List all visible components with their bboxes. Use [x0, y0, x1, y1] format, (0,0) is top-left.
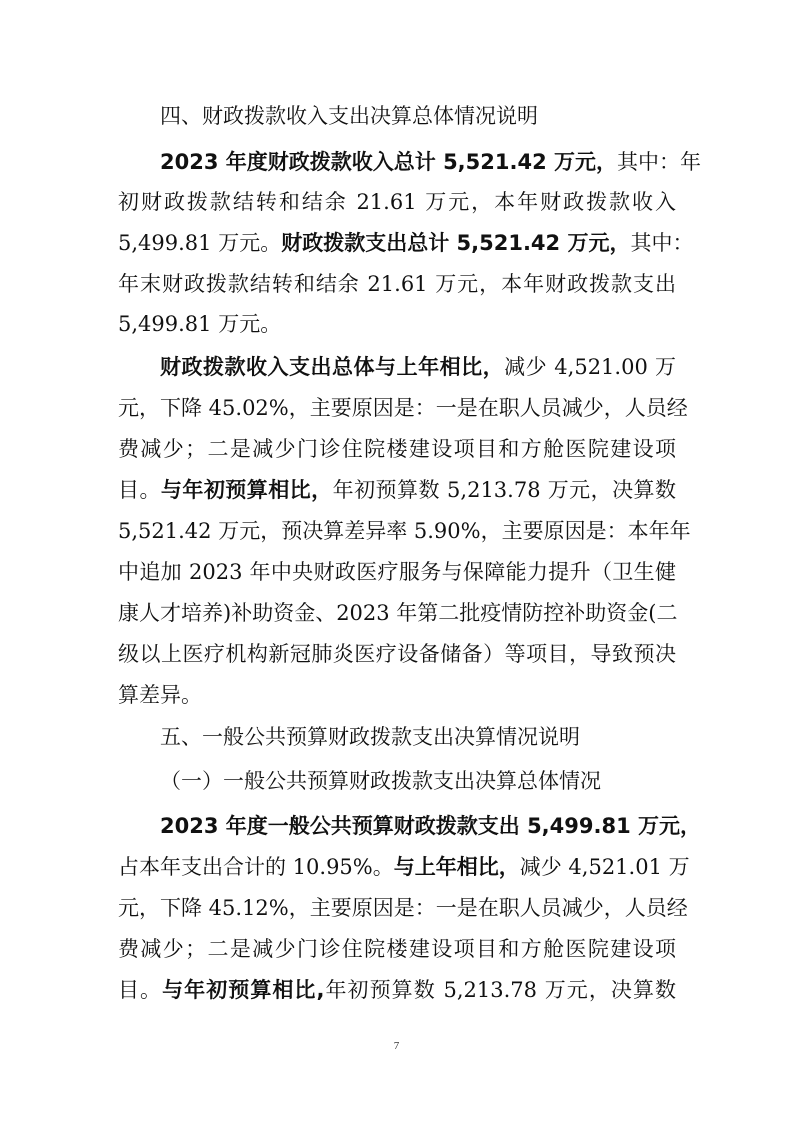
paragraph-line	[118, 228, 694, 258]
bold-text: 2023 年度财政拨款收入总计 5,521.42 万元，	[160, 150, 618, 174]
bold-text: 与年初预算相比，	[160, 478, 333, 502]
paragraph-line: 5,521.42 万元，预决算差异率 5.90%，主要原因是：本年年	[118, 519, 691, 543]
paragraph-line: 算差异。	[118, 683, 202, 707]
paragraph-line	[118, 475, 676, 505]
paragraph-line	[118, 975, 676, 1005]
paragraph-line	[160, 811, 702, 841]
paragraph-line: 初财政拨款结转和结余 21.61 万元，本年财政拨款收入	[118, 190, 676, 214]
section-heading-5: 五、一般公共预算财政拨款支出决算情况说明	[160, 725, 580, 749]
bold-text: 与年初预算相比,	[162, 978, 325, 1002]
paragraph-line: 中追加 2023 年中央财政医疗服务与保障能力提升（卫生健	[118, 560, 676, 584]
text: 减少 4,521.00 万	[504, 355, 677, 379]
paragraph-line	[160, 147, 702, 177]
paragraph-line: 元，下降 45.12%，主要原因是：一是在职人员减少，人员经	[118, 896, 688, 920]
paragraph-line: 费减少；二是减少门诊住院楼建设项目和方舱医院建设项	[118, 937, 676, 961]
section-heading-4: 四、财政拨款收入支出决算总体情况说明	[160, 104, 538, 128]
paragraph-line: 5,499.81 万元。	[118, 312, 282, 336]
text: 5,499.81 万元。	[118, 231, 282, 255]
page-number: 7	[393, 1040, 400, 1052]
text: 其中：	[630, 231, 694, 255]
paragraph-line: 费减少；二是减少门诊住院楼建设项目和方舱医院建设项	[118, 437, 676, 461]
paragraph-line: 康人才培养)补助资金、2023 年第二批疫情防控补助资金(二	[118, 601, 678, 625]
bold-text: 2023 年度一般公共预算财政拨款支出 5,499.81 万元，	[160, 814, 702, 838]
text: 目。	[118, 478, 161, 502]
subsection-heading: （一）一般公共预算财政拨款支出决算总体情况	[160, 769, 601, 793]
paragraph-line: 年末财政拨款结转和结余 21.61 万元，本年财政拨款支出	[118, 272, 676, 296]
paragraph-line	[160, 352, 676, 382]
bold-text: 财政拨款收入支出总体与上年相比，	[160, 355, 505, 379]
text: 减少 4,521.01 万	[519, 855, 690, 879]
paragraph-line: 元，下降 45.02%，主要原因是：一是在职人员减少，人员经	[118, 396, 688, 420]
text: 年初预算数 5,213.78 万元，决算数	[324, 978, 676, 1002]
bold-text: 财政拨款支出总计 5,521.42 万元，	[281, 231, 631, 255]
paragraph-line	[118, 852, 690, 882]
text: 目。	[118, 978, 163, 1002]
text: 其中：年	[617, 150, 702, 174]
text: 年初预算数 5,213.78 万元，决算数	[332, 478, 676, 502]
paragraph-line: 级以上医疗机构新冠肺炎医疗设备储备）等项目，导致预决	[118, 642, 676, 666]
bold-text: 与上年相比，	[393, 855, 520, 879]
text: 占本年支出合计的 10.95%。	[118, 855, 394, 879]
